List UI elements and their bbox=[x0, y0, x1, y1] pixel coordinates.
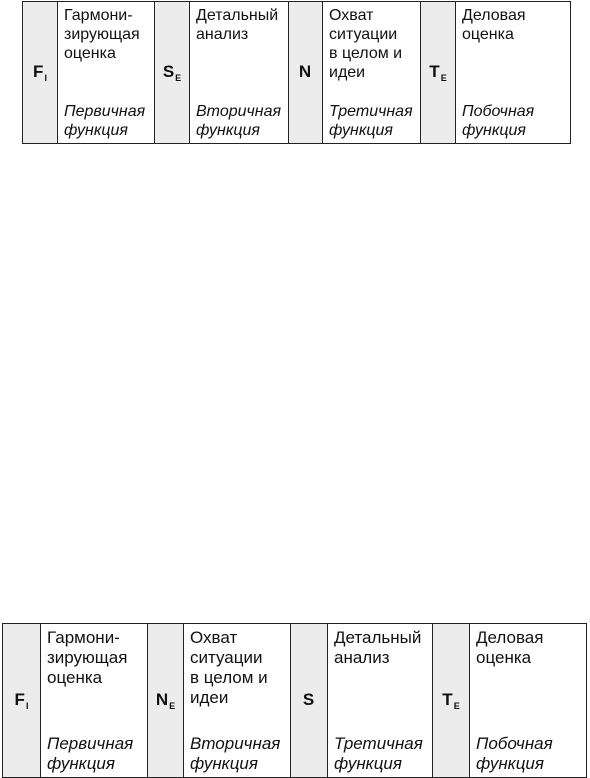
function-role bbox=[329, 102, 418, 140]
role-line: Побочная bbox=[462, 103, 535, 120]
symbol-subscript: E bbox=[453, 701, 460, 711]
function-cell-2 bbox=[184, 624, 291, 778]
description-line: анализ bbox=[196, 26, 249, 43]
description-line: Гармони- bbox=[64, 7, 133, 24]
description-line: оценка bbox=[47, 668, 103, 687]
function-description bbox=[47, 628, 145, 688]
role-line: функция bbox=[196, 122, 260, 139]
symbol-letter: S bbox=[162, 62, 175, 81]
function-description bbox=[334, 628, 430, 668]
role-line: функция bbox=[334, 754, 402, 773]
role-line: Вторичная bbox=[190, 734, 281, 753]
description-line: Охват bbox=[329, 7, 374, 24]
function-role bbox=[64, 102, 152, 140]
description-line: идеи bbox=[329, 64, 366, 81]
function-table-top bbox=[22, 1, 571, 144]
function-symbol-3 bbox=[289, 2, 323, 144]
function-description bbox=[64, 6, 152, 63]
description-line: Охват bbox=[190, 628, 238, 647]
description-line: оценка bbox=[64, 45, 116, 62]
role-line: функция bbox=[47, 754, 115, 773]
function-role bbox=[190, 734, 288, 774]
function-role bbox=[462, 102, 568, 140]
function-role bbox=[334, 734, 430, 774]
function-symbol-2 bbox=[155, 2, 190, 144]
role-line: Побочная bbox=[476, 734, 553, 753]
function-description bbox=[196, 6, 286, 44]
role-line: Первичная bbox=[47, 734, 134, 753]
role-line: функция bbox=[64, 122, 128, 139]
role-line: Третичная bbox=[334, 734, 423, 753]
description-line: оценка bbox=[476, 648, 532, 667]
description-line: Детальный bbox=[196, 7, 279, 24]
function-cell-1 bbox=[41, 624, 148, 778]
function-table-bottom bbox=[2, 623, 587, 778]
symbol-letter: F bbox=[33, 62, 44, 81]
symbol-letter: F bbox=[14, 690, 25, 709]
function-cell-4 bbox=[456, 2, 571, 144]
function-cell-4 bbox=[470, 624, 587, 778]
description-line: зирующая bbox=[47, 648, 128, 667]
role-line: функция bbox=[190, 754, 258, 773]
description-line: Детальный bbox=[334, 628, 422, 647]
function-row bbox=[23, 2, 571, 144]
symbol-subscript: E bbox=[175, 73, 182, 83]
function-description bbox=[462, 6, 568, 44]
function-cell-3 bbox=[328, 624, 433, 778]
function-symbol-2 bbox=[148, 624, 184, 778]
description-line: в целом и bbox=[190, 668, 268, 687]
function-description bbox=[476, 628, 584, 668]
description-line: зирующая bbox=[64, 26, 140, 43]
symbol-letter: T bbox=[442, 690, 453, 709]
symbol-letter: S bbox=[302, 690, 315, 709]
role-line: функция bbox=[462, 122, 526, 139]
function-description bbox=[329, 6, 418, 82]
symbol-subscript: I bbox=[25, 701, 29, 711]
symbol-subscript: E bbox=[440, 73, 447, 83]
description-line: идеи bbox=[190, 688, 229, 707]
description-line: ситуации bbox=[329, 26, 398, 43]
function-cell-3 bbox=[323, 2, 421, 144]
description-line: анализ bbox=[334, 648, 390, 667]
function-role bbox=[196, 102, 286, 140]
description-line: Деловая bbox=[462, 7, 526, 24]
function-cell-1 bbox=[58, 2, 155, 144]
role-line: функция bbox=[329, 122, 393, 139]
function-row bbox=[3, 624, 587, 778]
function-role bbox=[47, 734, 145, 774]
description-line: ситуации bbox=[190, 648, 263, 667]
function-role bbox=[476, 734, 584, 774]
description-line: в целом и bbox=[329, 45, 403, 62]
function-description bbox=[190, 628, 288, 708]
function-symbol-4 bbox=[421, 2, 456, 144]
symbol-subscript: I bbox=[44, 73, 47, 83]
symbol-subscript: E bbox=[169, 701, 176, 711]
function-symbol-4 bbox=[433, 624, 470, 778]
role-line: Третичная bbox=[329, 103, 413, 120]
function-cell-2 bbox=[190, 2, 289, 144]
role-line: Вторичная bbox=[196, 103, 282, 120]
symbol-letter: N bbox=[155, 690, 169, 709]
function-symbol-3 bbox=[291, 624, 328, 778]
symbol-letter: N bbox=[298, 62, 312, 81]
function-symbol-1 bbox=[23, 2, 58, 144]
function-symbol-1 bbox=[3, 624, 41, 778]
description-line: Гармони- bbox=[47, 628, 120, 647]
symbol-letter: T bbox=[429, 62, 440, 81]
role-line: Первичная bbox=[64, 103, 146, 120]
description-line: оценка bbox=[462, 26, 514, 43]
role-line: функция bbox=[476, 754, 544, 773]
description-line: Деловая bbox=[476, 628, 544, 647]
